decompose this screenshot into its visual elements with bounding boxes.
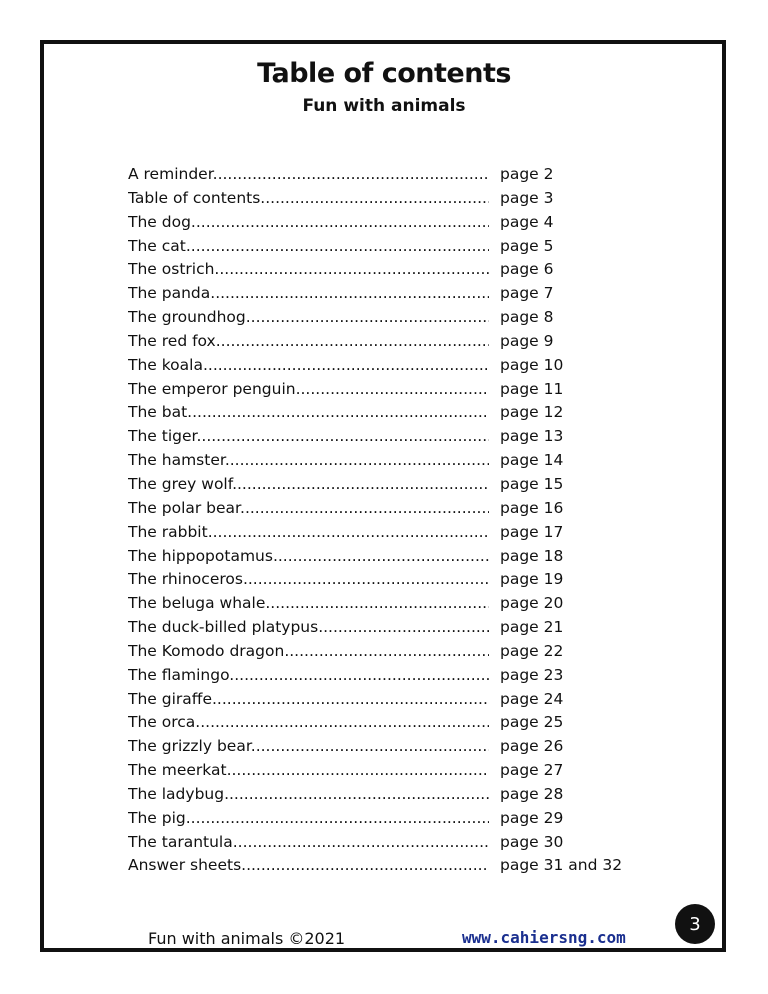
toc-entry <box>128 594 628 618</box>
toc-entry <box>128 713 628 737</box>
toc-entry-page: page 18 <box>500 546 564 565</box>
toc-entry-page: page 17 <box>500 522 564 541</box>
toc-entry-leader <box>128 809 489 827</box>
toc-entry-page: page 23 <box>500 665 564 684</box>
toc-entry-leader <box>128 594 489 612</box>
toc-entry-page: page 16 <box>500 498 564 517</box>
toc-entry-page: page 30 <box>500 832 564 851</box>
toc-entry-label: The emperor penguin <box>128 379 296 398</box>
toc-entry-page: page 8 <box>500 308 554 327</box>
toc-entry-page: page 25 <box>500 713 564 732</box>
toc-entry-leader <box>128 618 489 636</box>
toc-entry-page: page 2 <box>500 165 554 183</box>
toc-entry <box>128 308 628 332</box>
toc-entry <box>128 260 628 284</box>
toc-entry-label: The Komodo dragon <box>128 641 285 660</box>
toc-entry-leader <box>128 761 489 779</box>
toc-entry <box>128 189 628 213</box>
toc-entry-leader <box>128 475 489 493</box>
toc-entry-page: page 15 <box>500 474 564 493</box>
toc-entry-page: page 12 <box>500 403 564 422</box>
toc-entry-label: The grizzly bear <box>128 737 251 756</box>
toc-entry <box>128 237 628 261</box>
toc-entry-page: page 19 <box>500 570 564 589</box>
toc-entry <box>128 618 628 642</box>
toc-entry <box>128 666 628 690</box>
toc-entry-label: The groundhog <box>128 308 246 327</box>
toc-entry-page: page 13 <box>500 427 564 446</box>
toc-entry-leader <box>128 856 489 874</box>
toc-entry-label: A reminder <box>128 165 213 183</box>
toc-entry <box>128 690 628 714</box>
toc-entry-leader <box>128 547 489 565</box>
toc-entry-page: page 21 <box>500 618 564 637</box>
toc-entry-page: page 20 <box>500 594 564 613</box>
toc-entry-page: page 10 <box>500 355 564 374</box>
toc-entry-label: The red fox <box>128 331 216 350</box>
toc-entry-label: The orca <box>128 713 196 732</box>
toc-entry-leader <box>128 690 489 708</box>
toc-entry-leader <box>128 499 489 517</box>
footer-copyright: Fun with animals ©2021 <box>148 929 346 948</box>
toc-entry <box>128 547 628 571</box>
toc-entry-leader <box>128 213 489 231</box>
toc-entry-leader <box>128 284 489 302</box>
toc-entry-label: Answer sheets <box>128 856 242 875</box>
footer-website: www.cahiersng.com <box>462 928 626 947</box>
toc-entry-leader <box>128 785 489 803</box>
toc-entry-label: The dog <box>128 212 191 231</box>
toc-entry-page: page 24 <box>500 689 564 708</box>
toc-entry-page: page 28 <box>500 784 564 803</box>
toc-entry-page: page 27 <box>500 761 564 780</box>
toc-entry-page: page 11 <box>500 379 564 398</box>
toc-entry-leader <box>128 833 489 851</box>
toc-entry <box>128 213 628 237</box>
toc-entry-leader <box>128 737 489 755</box>
toc-entry-label: The grey wolf <box>128 474 233 493</box>
page-title: Table of contents <box>257 58 511 89</box>
toc-entry-page: page 4 <box>500 212 554 231</box>
toc-entry-leader <box>128 570 489 588</box>
toc-entry-label: The hamster <box>128 451 225 470</box>
toc-entry-label: The duck-billed platypus <box>128 618 319 637</box>
toc-entry-page: page 7 <box>500 284 554 303</box>
toc-entry-page: page 3 <box>500 188 554 207</box>
toc-entry <box>128 737 628 761</box>
toc-entry-label: The hippopotamus <box>128 546 273 565</box>
toc-entry <box>128 451 628 475</box>
toc-entry-leader <box>128 427 489 445</box>
toc-entry-leader <box>128 356 489 374</box>
toc-entry-page: page 29 <box>500 808 564 827</box>
toc-entry-label: The ladybug <box>128 784 225 803</box>
toc-entry-leader <box>128 642 489 660</box>
toc-entry-label: The ostrich <box>128 260 215 279</box>
toc-entry-leader <box>128 666 489 684</box>
toc-entry <box>128 332 628 356</box>
toc-entry-leader <box>128 523 489 541</box>
toc-entry-label: The pig <box>128 808 186 827</box>
toc-entry-label: The polar bear <box>128 498 241 517</box>
toc-entry <box>128 642 628 666</box>
toc-entry <box>128 499 628 523</box>
toc-entry <box>128 165 628 189</box>
toc-entry-leader <box>128 713 489 731</box>
toc-entry <box>128 856 628 880</box>
toc-entry-label: The rabbit <box>128 522 208 541</box>
toc-entry-page: page 31 and 32 <box>500 856 623 875</box>
toc-entry <box>128 785 628 809</box>
toc-entry-label: The tarantula <box>128 832 233 851</box>
toc-entry-label: The bat <box>128 403 188 422</box>
toc-entry-label: The meerkat <box>128 761 227 780</box>
page-subtitle: Fun with animals <box>302 96 466 116</box>
toc-entry-label: The beluga whale <box>128 594 266 613</box>
toc-entry <box>128 403 628 427</box>
toc-entry-leader <box>128 403 489 421</box>
toc-entry <box>128 284 628 308</box>
toc-entry-label: The giraffe <box>128 689 212 708</box>
toc-entry-leader <box>128 260 489 278</box>
table-of-contents <box>128 165 628 880</box>
toc-entry <box>128 427 628 451</box>
toc-entry-page: page 9 <box>500 331 554 350</box>
toc-entry <box>128 380 628 404</box>
toc-entry-leader <box>128 189 489 207</box>
toc-entry <box>128 570 628 594</box>
toc-entry-label: The cat <box>128 236 186 255</box>
toc-entry-page: page 5 <box>500 236 554 255</box>
toc-entry-leader <box>128 308 489 326</box>
toc-entry-leader <box>128 451 489 469</box>
toc-entry-leader <box>128 332 489 350</box>
toc-entry-leader <box>128 165 489 183</box>
toc-entry-label: The rhinoceros <box>128 570 243 589</box>
page-number-badge: 3 <box>675 904 715 944</box>
toc-entry <box>128 475 628 499</box>
toc-entry-page: page 26 <box>500 737 564 756</box>
toc-entry <box>128 809 628 833</box>
toc-entry-page: page 14 <box>500 451 564 470</box>
toc-entry-label: The panda <box>128 284 211 303</box>
toc-entry-label: Table of contents <box>128 188 261 207</box>
toc-entry-label: The koala <box>128 355 203 374</box>
toc-entry <box>128 523 628 547</box>
toc-entry <box>128 356 628 380</box>
toc-entry <box>128 761 628 785</box>
toc-entry-label: The tiger <box>128 427 197 446</box>
toc-entry-leader <box>128 380 489 398</box>
toc-entry <box>128 833 628 857</box>
toc-entry-label: The flamingo <box>128 665 230 684</box>
toc-entry-page: page 6 <box>500 260 554 279</box>
toc-entry-page: page 22 <box>500 641 564 660</box>
toc-entry-leader <box>128 237 489 255</box>
